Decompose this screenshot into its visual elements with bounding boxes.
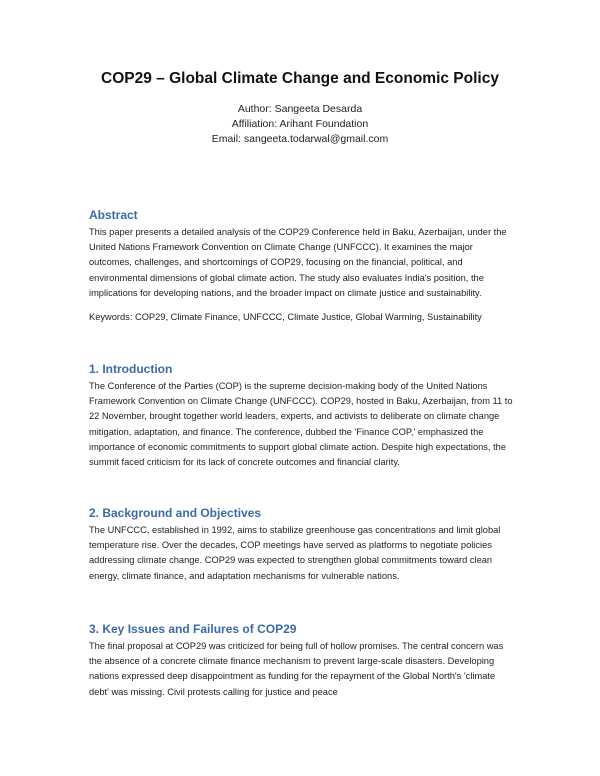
section-body: The UNFCCC, established in 1992, aims to stabilize greenhouse gas concentrations and limit global temperature rise. Over the decades, COP meetings have served as platforms to negotiate policies addressing climate change. COP29 was expected to strengthen global commitments toward clean energy, climate finance, and adaptation mechanisms for vulnerable nations. — [89, 525, 501, 581]
abstract-heading: Abstract — [89, 208, 138, 222]
abstract-body: This paper presents a detailed analysis of the COP29 Conference held in Baku, Azerbaijan, under the United Nations Framework Convention on Climate Change (UNFCCC). It examines the major outcomes, challenges, and shortcomings of COP29, focusing on the financial, political, and environmental dimensions of global climate action. The study also evaluates India's position, the implications for developing nations, and the broader impact on climate justice and sustainability. — [89, 227, 507, 298]
section-heading: 2. Background and Objectives — [89, 506, 262, 520]
section-body: The Conference of the Parties (COP) is the supreme decision-making body of the United Nations Framework Convention on Climate Change (UNFCCC). COP29, hosted in Baku, Azerbaijan, from 11 to 22 November, brought together world leaders, experts, and activists to deliberate on climate change mitigation, adaptation, and finance. The conference, dubbed the 'Finance COP,' emphasized the importance of economic commitments to support global climate action. Despite high expectations, the summit faced criticism for its lack of concrete outcomes and financial clarity. — [89, 381, 513, 468]
section-heading: 3. Key Issues and Failures of COP29 — [89, 622, 297, 636]
section-background — [89, 506, 517, 584]
section-heading: 1. Introduction — [89, 362, 173, 376]
author-name: Author: Sangeeta Desarda — [237, 103, 363, 115]
section-key-issues — [89, 622, 517, 700]
paper-title: COP29 – Global Climate Change and Economic Policy — [101, 70, 499, 87]
author-email: Email: sangeeta.todarwal@gmail.com — [211, 133, 389, 145]
section-body: The final proposal at COP29 was criticized for being full of hollow promises. The central concern was the absence of a concrete climate finance mechanism to prevent large-scale disasters. Developing nations expressed deep disappointment as funding for the repayment of the Global North's 'climate debt' was missing. Civil protests calling for justice and peace — [89, 641, 504, 697]
section-introduction — [89, 362, 517, 470]
keywords-line: Keywords: COP29, Climate Finance, UNFCCC, Climate Justice, Global Warming, Sustainability — [89, 312, 482, 323]
author-block — [0, 102, 600, 147]
author-affiliation: Affiliation: Arihant Foundation — [231, 118, 369, 130]
abstract-section — [89, 208, 517, 325]
